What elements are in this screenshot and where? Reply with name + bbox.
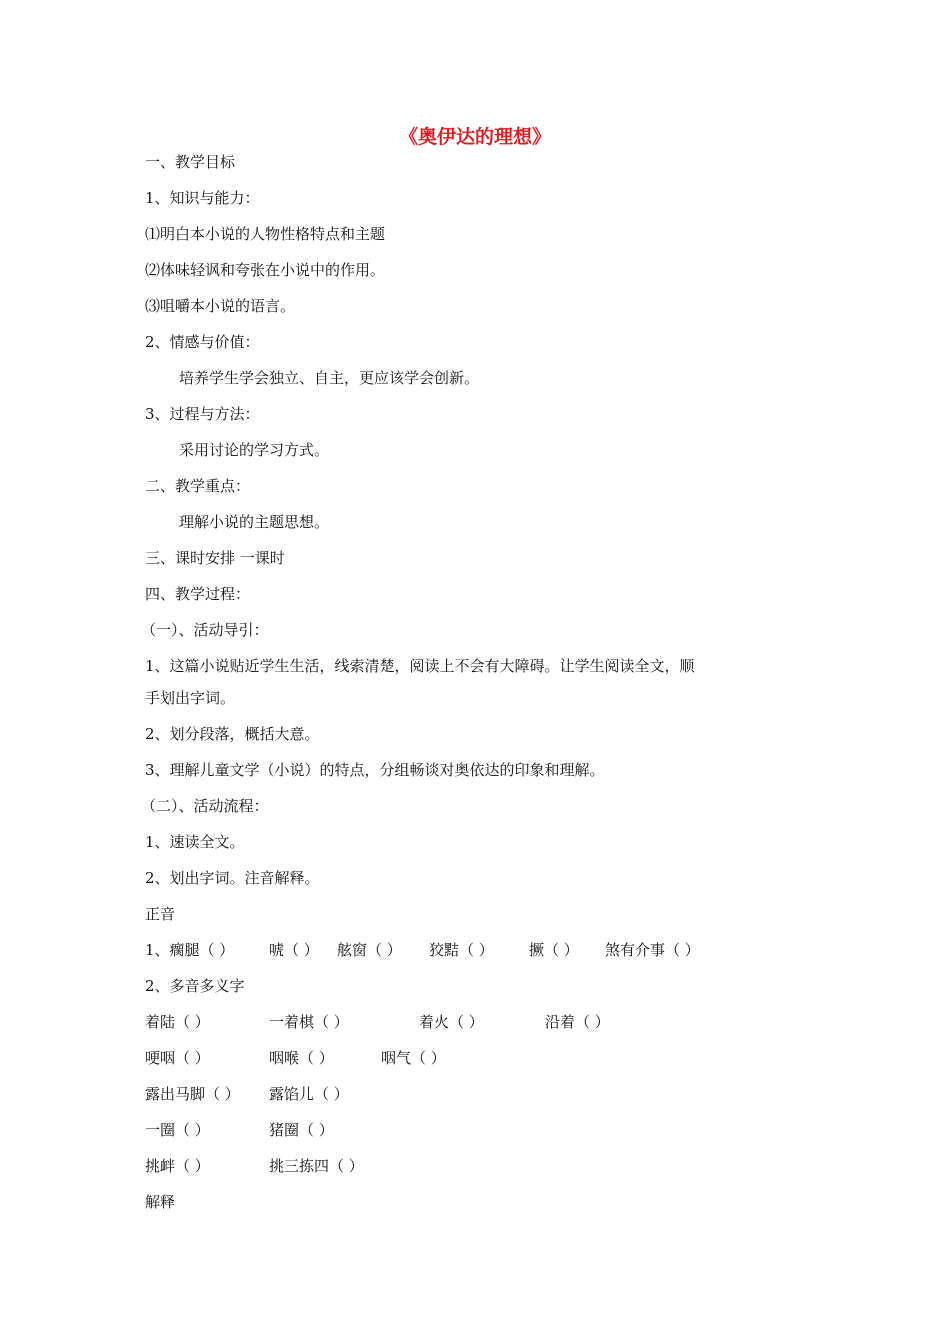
word-blank: 着火（ ） [419,1013,484,1031]
activity-guide-heading: （一）、活动导引： [141,621,269,639]
word-blank: 咽气（ ） [381,1049,446,1067]
word-blank: 哽咽（ ） [145,1049,210,1067]
subheading-emotion: 2、情感与价值： [145,333,260,351]
word-blank: 着陆（ ） [145,1013,210,1031]
word-blank: 1、瘸腿（ ） [145,941,235,959]
subheading-knowledge: 1、知识与能力： [145,189,260,207]
explanation-heading: 解释 [145,1193,176,1211]
document-body [141,147,765,1223]
polyphone-row-5 [145,1151,765,1187]
word-blank: 一圈（ ） [145,1121,210,1139]
polyphone-row-4 [145,1115,765,1151]
emotion-text: 培养学生学会独立、自主，更应该学会创新。 [179,369,480,387]
guide-item-3: 3、理解儿童文学（小说）的特点，分组畅谈对奥依达的印象和理解。 [145,761,605,779]
section-heading-goals: 一、教学目标 [145,153,236,171]
method-text: 采用讨论的学习方式。 [179,441,330,459]
subheading-method: 3、过程与方法： [145,405,260,423]
word-blank: 挑衅（ ） [145,1157,210,1175]
word-blank: 唬（ ） [269,941,319,959]
word-blank: 猪圈（ ） [269,1121,334,1139]
polyphone-row-2 [145,1043,765,1079]
activity-flow-heading: （二）、活动流程： [141,797,269,815]
flow-item-1: 1、速读全文。 [145,833,245,851]
goal-item-2: ⑵体味轻讽和夸张在小说中的作用。 [145,261,386,279]
goal-item-1: ⑴明白本小说的人物性格特点和主题 [145,225,386,243]
word-blank: 挑三拣四（ ） [269,1157,364,1175]
guide-item-2: 2、划分段落，概括大意。 [145,725,320,743]
word-blank: 露出马脚（ ） [145,1085,240,1103]
word-blank: 舷窗（ ） [337,941,402,959]
section-heading-schedule: 三、课时安排 一课时 [145,549,285,567]
word-blank: 狡黠（ ） [429,941,494,959]
pronunciation-heading: 正音 [145,905,176,923]
document-title: 《奥伊达的理想》 [398,126,551,148]
guide-item-1-line-1: 1、这篇小说贴近学生生活，线索清楚，阅读上不会有大障碍。让学生阅读全文，顺 [145,657,695,675]
polyphone-row-1 [145,1007,765,1043]
focus-text: 理解小说的主题思想。 [179,513,330,531]
word-blank: 撅（ ） [529,941,579,959]
word-blank: 咽喉（ ） [269,1049,334,1067]
word-blank: 一着棋（ ） [269,1013,349,1031]
section-heading-process: 四、教学过程： [145,585,251,603]
section-heading-focus: 二、教学重点： [145,477,251,495]
goal-item-3: ⑶咀嚼本小说的语言。 [145,297,296,315]
word-blank: 沿着（ ） [545,1013,610,1031]
polyphone-row-3 [145,1079,765,1115]
polyphone-heading: 2、多音多义字 [145,977,245,995]
flow-item-2: 2、划出字词。注音解释。 [145,869,320,887]
pronunciation-row [145,935,765,971]
word-blank: 煞有介事（ ） [605,941,700,959]
guide-item-1-line-2: 手划出字词。 [145,689,236,707]
word-blank: 露馅儿（ ） [269,1085,349,1103]
